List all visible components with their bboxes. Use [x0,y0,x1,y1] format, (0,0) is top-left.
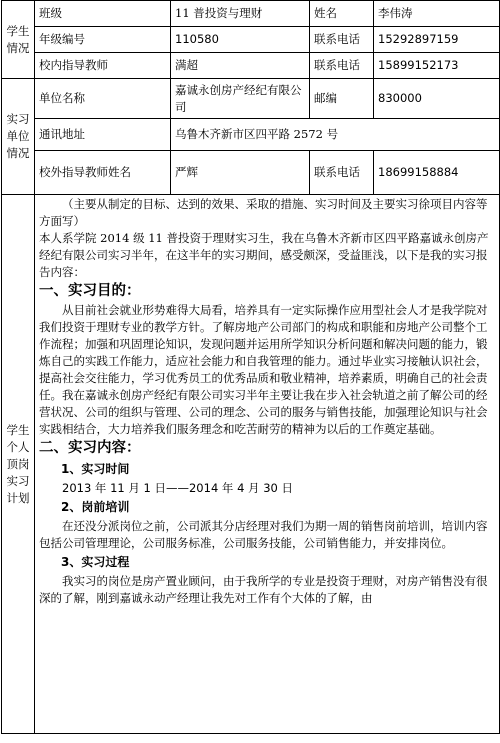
student-row-1 [2,1,500,27]
report-body [35,195,500,734]
report-intro: 本人系学院 2014 级 11 普投资于理财实习生，我在乌鲁木齐新市区四平路嘉诚永创房产经纪有限公司实习半年，在这半年的实习期间，感受颇深，受益匪浅，以下是我的实习报告内容： [39,231,489,279]
student-row-2 [2,27,500,53]
report-hint: （主要从制定的目标、达到的效果、采取的措施、实习时间及主要实习徐项目内容等方面写） [39,197,488,228]
student-row-3 [2,53,500,79]
heading-time: 1、实习时间 [61,462,130,476]
phone-value: 15292897159 [374,27,500,53]
name-label: 姓名 [310,1,374,27]
heading-goal: 一、实习目的： [39,283,141,299]
teacher-value: 满超 [171,53,310,79]
teacher-phone-label: 联系电话 [310,53,374,79]
heading-process: 3、实习过程 [61,555,130,569]
address-label: 通讯地址 [35,119,171,151]
mentor-value: 严辉 [171,151,310,195]
mentor-label: 校外指导教师姓名 [35,151,171,195]
phone-label: 联系电话 [310,27,374,53]
unit-section-label: 实习单位情况 [2,79,35,195]
student-section-label: 学生情况 [2,1,35,79]
grade-no-label: 年级编号 [35,27,171,53]
training-paragraph: 在还没分派岗位之前，公司派其分店经理对我们为期一周的销售岗前培训，培训内容包括公司管理理论，公司服务标准，公司服务技能，公司销售能力，并安排岗位。 [39,519,488,550]
unit-name-label: 单位名称 [35,79,171,119]
mentor-phone-value: 18699158884 [374,151,500,195]
class-label: 班级 [35,1,171,27]
heading-content: 二、实习内容： [39,440,141,456]
grade-no-value: 110580 [171,27,310,53]
name-value: 李伟涛 [374,1,500,27]
unit-name-value: 嘉诚永创房产经纪有限公司 [171,79,310,119]
report-section-label: 学生个人顶岗实习计划 [2,195,35,734]
goal-paragraph: 从目前社会就业形势难得大局看，培养具有一定实际操作应用型社会人才是我学院对我们投资于理财专业的教学方针。了解房地产公司部门的构成和职能和房地产公司整个工作流程；加强和巩固理论知识，发现问题并运用所学知识分析问题和解决问题的能力，锻炼自己的实践工作能力，适应社会能力和自我管理的能力。通过毕业实习接触认识社会，提高社会交往能力，学习优秀员工的优秀品质和敬业精神，培养素质，明确自己的社会责任。我在嘉诚永创房产经纪有限公司实习半年主要让我在步入社会轨道之前了解公司的经营状况、公司的组织与管理、公司的理念、公司的服务与销售技能，加强理论知识与社会实践相结合，大力培养我们服务理念和吃苦耐劳的精神为以后的工作奠定基础。 [39,303,488,436]
process-paragraph: 我实习的岗位是房产置业顾问，由于我所学的专业是投资于理财，对房产销售没有很深的了解，刚到嘉诚永动产经理让我先对工作有个大体的了解，由 [39,574,488,605]
heading-training: 2、岗前培训 [61,500,130,514]
teacher-phone-value: 15899152173 [374,53,500,79]
postcode-label: 邮编 [310,79,374,119]
report-content [39,196,495,732]
postcode-value: 830000 [374,79,500,119]
internship-form [1,0,500,734]
unit-row-3 [2,151,500,195]
address-value: 乌鲁木齐新市区四平路 2572 号 [171,119,500,151]
report-row [2,195,500,734]
unit-row-1 [2,79,500,119]
mentor-phone-label: 联系电话 [310,151,374,195]
time-paragraph: 2013 年 11 月 1 日——2014 年 4 月 30 日 [62,481,293,495]
unit-row-2 [2,119,500,151]
teacher-label: 校内指导教师 [35,53,171,79]
class-value: 11 普投资与理财 [171,1,310,27]
